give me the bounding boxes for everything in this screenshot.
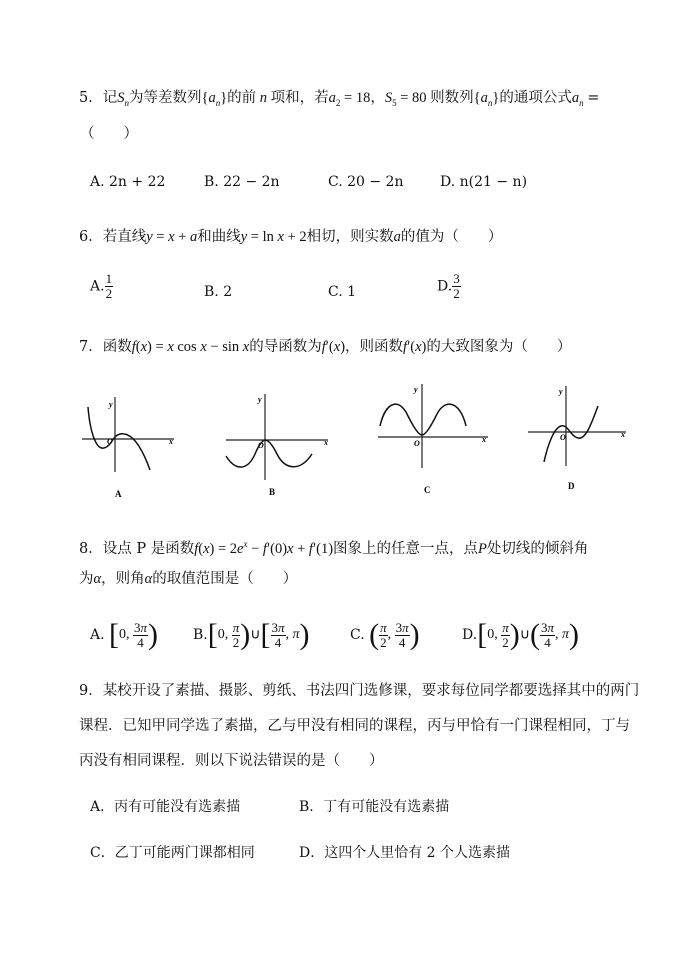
q6-option-b[interactable]: B. 2 xyxy=(204,284,233,300)
graph-label-c: C xyxy=(424,485,431,495)
q5-blank: （ ） xyxy=(80,126,138,142)
svg-text:y: y xyxy=(109,400,113,409)
q6-stem: 6．若直线y = x + a和曲线y = ln x + 2相切，则实数a的值为（ ） xyxy=(79,229,503,245)
graph-b[interactable] xyxy=(222,390,334,502)
curve xyxy=(380,404,466,435)
q9-option-d[interactable]: D．这四个人里恰有 2 个人选素描 xyxy=(299,845,511,861)
svg-text:x: x xyxy=(169,437,173,446)
graph-label-b: B xyxy=(269,487,276,497)
q9-line1: 9．某校开设了素描、摄影、剪纸、书法四门选修课，要求每位同学都要选择其中的两门 xyxy=(79,683,640,699)
q9-option-b[interactable]: B．丁有可能没有选素描 xyxy=(299,799,450,815)
svg-text:y: y xyxy=(414,385,418,394)
curve xyxy=(544,406,598,462)
q5-option-a[interactable]: A. 2n + 22 xyxy=(90,174,166,190)
svg-text:y: y xyxy=(258,395,262,404)
q5-option-b[interactable]: B. 22 − 2n xyxy=(204,174,280,190)
q5-option-d[interactable]: D. n(21 − n) xyxy=(440,174,528,190)
q8-stem-line2: 为α，则角α的取值范围是（ ） xyxy=(79,571,298,587)
q9-option-c[interactable]: C．乙丁可能两门课都相同 xyxy=(90,845,255,861)
q8-option-d[interactable]: D.[0, $\frac{\pi}{2}$ )∪( $\frac{3\pi}{4}$ , π) xyxy=(462,618,579,651)
q8-option-c[interactable]: C. ( $\frac{\pi}{2}$ , $\frac{3\pi}{4}$ ) xyxy=(350,618,420,651)
q9-line3: 丙没有相同课程．则以下说法错误的是（ ） xyxy=(79,753,384,769)
svg-text:O: O xyxy=(560,433,566,442)
svg-text:x: x xyxy=(324,438,328,447)
graph-c[interactable] xyxy=(374,380,494,498)
graph-a[interactable] xyxy=(78,392,178,502)
svg-text:O: O xyxy=(107,437,113,446)
q7-stem: 7．函数f(x) = x cos x − sin x的导函数为f′(x)，则函数f′(x)的大致图象为（ ） xyxy=(79,339,572,355)
fraction: $\frac{1}{2}$ xyxy=(105,271,113,301)
q5-option-c[interactable]: C. 20 − 2n xyxy=(328,174,404,190)
q8-stem-line1: 8．设点 P 是函数$f(x) = 2e^x - f'(0)x + f'(1)$图象上的任意一点，点P处切线的倾斜角 xyxy=(79,539,589,557)
svg-text:x: x xyxy=(482,435,486,444)
q6-option-d[interactable]: D. $\frac{3}{2}$ xyxy=(437,271,460,301)
curve xyxy=(226,440,312,467)
q6-option-a[interactable]: A. $\frac{1}{2}$ xyxy=(90,271,113,301)
svg-text:x: x xyxy=(621,430,625,439)
q6-option-c[interactable]: C. 1 xyxy=(328,284,357,300)
q9-option-a[interactable]: A．丙有可能没有选素描 xyxy=(90,799,241,815)
svg-text:O: O xyxy=(414,439,420,448)
q5-stem: 5．记$S_n$为等差数列$\{a_n\}$的前 n 项和，若$a_2 = 18$，$S_5 = 80$ 则数列$\{a_n\}$的通项公式$a_n$ = xyxy=(79,90,600,108)
q8-option-a[interactable]: A. [0, $\frac{3\pi}{4}$ ) xyxy=(90,618,159,651)
fraction: $\frac{3}{2}$ xyxy=(453,271,460,301)
graph-label-d: D xyxy=(568,481,575,491)
svg-text:y: y xyxy=(559,387,563,396)
q9-line2: 课程．已知甲同学选了素描，乙与甲没有相同的课程，丙与甲恰有一门课程相同，丁与 xyxy=(79,718,630,734)
graph-label-a: A xyxy=(115,489,122,499)
svg-text:O: O xyxy=(258,441,264,450)
graph-d[interactable] xyxy=(526,382,632,494)
q8-option-b[interactable]: B.[0, $\frac{\pi}{2}$ )∪[ $\frac{3\pi}{4}$ , π) xyxy=(193,618,310,651)
